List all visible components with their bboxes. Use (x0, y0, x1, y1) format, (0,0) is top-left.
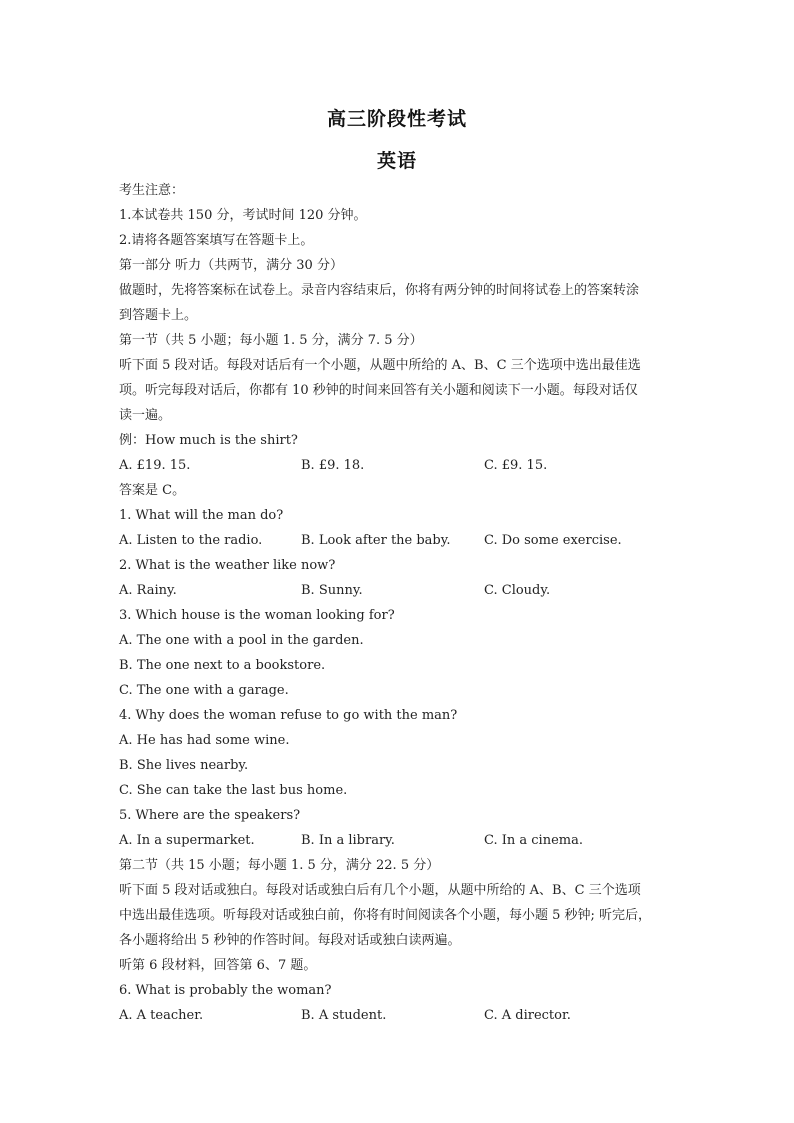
question-4: 4. Why does the woman refuse to go with the man? (119, 708, 458, 723)
option-c: C. She can take the last bus home. (119, 783, 348, 798)
option-a: A. In a supermarket. (119, 833, 255, 848)
section2-instruction: 中选出最佳选项。听每段对话或独白前，你将有时间阅读各个小题，每小题 5 秒钟; 听完后， (119, 908, 652, 923)
option-a: A. He has had some wine. (119, 733, 290, 748)
option-a: A. Rainy. (119, 583, 177, 598)
question-2: 2. What is the weather like now? (119, 558, 336, 573)
section1-instruction: 听下面 5 段对话。每段对话后有一个小题，从题中所给的 A、B、C 三个选项中选出最佳选 (119, 358, 641, 373)
section2-heading: 第二节（共 15 小题；每小题 1. 5 分，满分 22. 5 分） (119, 858, 440, 873)
option-c: C. The one with a garage. (119, 683, 289, 698)
option-a: A. A teacher. (119, 1008, 204, 1023)
question-6-options (0, 1007, 794, 1025)
section1-instruction: 项。听完每段对话后，你都有 10 秒钟的时间来回答有关小题和阅读下一小题。每段对话仅 (119, 383, 638, 398)
option-a: A. The one with a pool in the garden. (119, 633, 364, 648)
question-5: 5. Where are the speakers? (119, 808, 301, 823)
option-c: C. In a cinema. (484, 833, 583, 848)
question-5-options (0, 832, 794, 850)
option-b: B. The one next to a bookstore. (119, 658, 326, 673)
notice-item: 2.请将各题答案填写在答题卡上。 (119, 233, 314, 248)
subject-title: 英语 (376, 150, 417, 172)
question-1-options (0, 532, 794, 550)
example-question: 例：How much is the shirt? (119, 433, 298, 448)
example-options (0, 457, 794, 475)
option-c: C. A director. (484, 1008, 571, 1023)
option-b: B. £9. 18. (301, 458, 365, 473)
option-c: C. Do some exercise. (484, 533, 622, 548)
question-6: 6. What is probably the woman? (119, 983, 332, 998)
section1-heading: 第一节（共 5 小题；每小题 1. 5 分，满分 7. 5 分） (119, 333, 423, 348)
example-answer: 答案是 C。 (119, 483, 186, 498)
exam-title: 高三阶段性考试 (326, 108, 467, 130)
option-c: C. Cloudy. (484, 583, 551, 598)
question-3: 3. Which house is the woman looking for? (119, 608, 395, 623)
question-2-options (0, 582, 794, 600)
question-1: 1. What will the man do? (119, 508, 284, 523)
section1-instruction: 读一遍。 (119, 408, 172, 423)
option-c: C. £9. 15. (484, 458, 548, 473)
part1-instruction: 到答题卡上。 (119, 308, 198, 323)
part1-heading: 第一部分 听力（共两节，满分 30 分） (119, 258, 343, 273)
part1-instruction: 做题时，先将答案标在试卷上。录音内容结束后，你将有两分钟的时间将试卷上的答案转涂 (119, 283, 640, 298)
section2-instruction: 听下面 5 段对话或独白。每段对话或独白后有几个小题，从题中所给的 A、B、C 三个选项 (119, 883, 641, 898)
option-b: B. A student. (301, 1008, 387, 1023)
option-b: B. In a library. (301, 833, 395, 848)
material-6-note: 听第 6 段材料，回答第 6、7 题。 (119, 958, 317, 973)
section2-instruction: 各小题将给出 5 秒钟的作答时间。每段对话或独白读两遍。 (119, 933, 461, 948)
option-a: A. Listen to the radio. (119, 533, 263, 548)
option-a: A. £19. 15. (119, 458, 191, 473)
option-b: B. She lives nearby. (119, 758, 249, 773)
notice-heading: 考生注意： (119, 183, 185, 198)
option-b: B. Sunny. (301, 583, 363, 598)
option-b: B. Look after the baby. (301, 533, 451, 548)
notice-item: 1.本试卷共 150 分，考试时间 120 分钟。 (119, 208, 367, 223)
